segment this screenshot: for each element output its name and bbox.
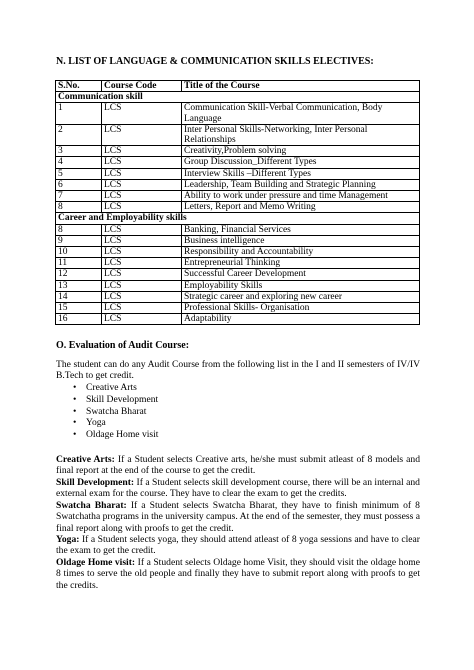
- cell-course-title: Professional Skills- Organisation: [182, 303, 420, 314]
- audit-detail-label: Oldage Home visit:: [56, 557, 136, 568]
- table-row: [56, 103, 420, 124]
- list-item: [56, 429, 158, 441]
- audit-course-name: Creative Arts: [86, 382, 137, 393]
- audit-detail-label: Yoga:: [56, 534, 80, 545]
- group-header-row: [56, 92, 420, 103]
- cell-course-title: Entrepreneurial Thinking: [182, 258, 420, 269]
- bullet-icon: •: [73, 405, 77, 417]
- cell-course-title: Ability to work under pressure and time Management: [182, 191, 420, 202]
- list-item: [56, 382, 158, 394]
- cell-sno: 6: [56, 179, 102, 190]
- cell-sno: 14: [56, 291, 102, 302]
- cell-course-code: LCS: [102, 124, 182, 145]
- audit-detail-paragraph: [56, 454, 420, 477]
- audit-detail-paragraph: [56, 500, 420, 534]
- cell-sno: 10: [56, 247, 102, 258]
- group-title: Career and Employability skills: [56, 213, 420, 224]
- table-row: [56, 124, 420, 145]
- cell-course-title: Interview Skills –Different Types: [182, 168, 420, 179]
- cell-course-code: LCS: [102, 280, 182, 291]
- cell-course-title: Employability Skills: [182, 280, 420, 291]
- section-o-heading: O. Evaluation of Audit Course:: [56, 340, 190, 351]
- cell-sno: 3: [56, 146, 102, 157]
- cell-course-code: LCS: [102, 303, 182, 314]
- audit-detail-label: Swatcha Bharat:: [56, 500, 127, 511]
- audit-detail-label: Skill Development:: [56, 477, 135, 488]
- list-item: [56, 417, 158, 429]
- cell-course-code: LCS: [102, 247, 182, 258]
- cell-course-title: Group Discussion_Different Types: [182, 157, 420, 168]
- list-item: [56, 406, 158, 418]
- cell-course-code: LCS: [102, 157, 182, 168]
- cell-course-title: Communication Skill-Verbal Communication, Body Language: [182, 103, 420, 124]
- cell-course-title: Adaptability: [182, 314, 420, 325]
- table-row: [56, 146, 420, 157]
- audit-detail-text: If a Student selects yoga, they should attend atleast of 8 yoga sessions and have to clear the exam to get the credit.: [56, 534, 420, 557]
- cell-sno: 4: [56, 157, 102, 168]
- table-row: [56, 269, 420, 280]
- cell-course-code: LCS: [102, 103, 182, 124]
- table-row: [56, 235, 420, 246]
- cell-course-code: LCS: [102, 168, 182, 179]
- audit-course-name: Swatcha Bharat: [86, 405, 147, 417]
- table-row: [56, 191, 420, 202]
- cell-course-code: LCS: [102, 146, 182, 157]
- cell-course-code: LCS: [102, 179, 182, 190]
- cell-course-title: Creativity,Problem solving: [182, 146, 420, 157]
- cell-sno: 9: [56, 235, 102, 246]
- table-row: [56, 280, 420, 291]
- cell-sno: 1: [56, 103, 102, 124]
- cell-sno: 7: [56, 191, 102, 202]
- cell-course-title: Business intelligence: [182, 235, 420, 246]
- cell-course-title: Banking, Financial Services: [182, 224, 420, 235]
- audit-detail-paragraph: [56, 477, 420, 500]
- cell-course-code: LCS: [102, 291, 182, 302]
- cell-course-code: LCS: [102, 269, 182, 280]
- bullet-icon: •: [73, 393, 77, 405]
- audit-course-list: [56, 382, 158, 441]
- bullet-icon: •: [73, 417, 77, 429]
- audit-intro-paragraph: The student can do any Audit Course from the following list in the I and II semesters of IV/IV B.Tech to get credit.: [56, 359, 420, 382]
- table-row: [56, 202, 420, 213]
- cell-course-title: Responsibility and Accountability: [182, 247, 420, 258]
- table-row: [56, 314, 420, 325]
- group-title: Communication skill: [56, 92, 420, 103]
- cell-course-title: Successful Career Development: [182, 269, 420, 280]
- cell-sno: 13: [56, 280, 102, 291]
- audit-detail-text: If a Student selects Swatcha Bharat, they have to finish minimum of 8 Swatchatha programs in the university campus. At the end of the semester, they must possess a final report along with proofs to get the credit.: [56, 500, 420, 534]
- cell-sno: 15: [56, 303, 102, 314]
- audit-course-name: Oldage Home visit: [86, 429, 159, 441]
- cell-course-code: LCS: [102, 224, 182, 235]
- column-header-course-code: Course Code: [102, 81, 182, 92]
- cell-sno: 5: [56, 168, 102, 179]
- table-row: [56, 168, 420, 179]
- audit-course-name: Yoga: [86, 417, 106, 429]
- audit-detail-label: Creative Arts:: [56, 454, 115, 465]
- cell-sno: 8: [56, 202, 102, 213]
- cell-course-code: LCS: [102, 191, 182, 202]
- table-row: [56, 179, 420, 190]
- cell-course-title: Inter Personal Skills-Networking, Inter Personal Relationships: [182, 124, 420, 145]
- cell-course-code: LCS: [102, 235, 182, 246]
- audit-detail-paragraph: [56, 557, 420, 591]
- cell-course-title: Strategic career and exploring new career: [182, 291, 420, 302]
- cell-sno: 11: [56, 258, 102, 269]
- table-row: [56, 258, 420, 269]
- cell-course-title: Letters, Report and Memo Writing: [182, 202, 420, 213]
- table-row: [56, 303, 420, 314]
- cell-sno: 12: [56, 269, 102, 280]
- cell-course-code: LCS: [102, 202, 182, 213]
- table-row: [56, 224, 420, 235]
- table-row: [56, 157, 420, 168]
- cell-course-code: LCS: [102, 258, 182, 269]
- bullet-icon: •: [73, 429, 77, 441]
- list-item: [56, 394, 158, 406]
- audit-detail-text: If a Student selects skill development course, there will be an internal and external exam for the course. They have to clear the exam to get the credits.: [56, 477, 420, 500]
- table-header-row: [56, 81, 420, 92]
- column-header-sno: S.No.: [56, 81, 102, 92]
- cell-course-code: LCS: [102, 314, 182, 325]
- audit-detail-text: If a Student selects Creative arts, he/she must submit atleast of 8 models and final report at the end of the course to get the credit.: [56, 454, 421, 477]
- electives-table: [55, 80, 420, 325]
- cell-course-title: Leadership, Team Building and Strategic Planning: [182, 179, 420, 190]
- group-header-row: [56, 213, 420, 224]
- table-body: [56, 92, 420, 325]
- column-header-title: Title of the Course: [182, 81, 420, 92]
- table-row: [56, 247, 420, 258]
- cell-sno: 8: [56, 224, 102, 235]
- cell-sno: 2: [56, 124, 102, 145]
- audit-detail-paragraph: [56, 534, 420, 557]
- audit-course-name: Skill Development: [86, 393, 159, 405]
- cell-sno: 16: [56, 314, 102, 325]
- section-n-heading: N. LIST OF LANGUAGE & COMMUNICATION SKILLS ELECTIVES:: [56, 56, 374, 67]
- bullet-icon: •: [73, 382, 77, 393]
- audit-detail-text: If a Student selects Oldage home Visit, they should visit the oldage home 8 times to serve the old people and finally they have to submit report along with proofs to get the credits.: [56, 557, 420, 591]
- table-row: [56, 291, 420, 302]
